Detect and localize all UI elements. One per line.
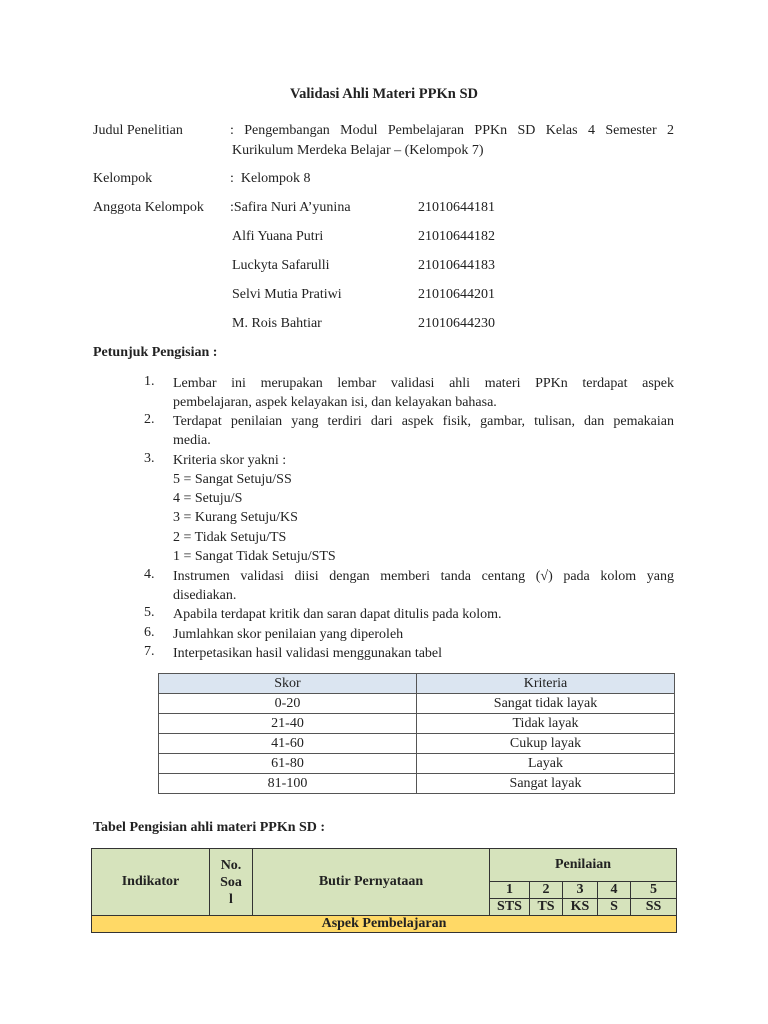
instruction-text: Apabila terdapat kritik dan saran dapat ditulis pada kolom. <box>173 607 502 622</box>
score-code: SS <box>631 899 677 916</box>
member-nim: 21010644183 <box>418 258 495 273</box>
table-cell: Sangat tidak layak <box>417 694 675 714</box>
document-title: Validasi Ahli Materi PPKn SD <box>290 86 478 102</box>
butir-header: Butir Pernyataan <box>253 849 490 916</box>
petunjuk-heading: Petunjuk Pengisian : <box>93 345 218 360</box>
score-code: TS <box>530 899 563 916</box>
member-nim: 21010644201 <box>418 287 495 302</box>
judul-value-line2: Kurikulum Merdeka Belajar – (Kelompok 7) <box>232 143 484 158</box>
table-row <box>159 694 675 714</box>
score-number: 4 <box>598 882 631 899</box>
instruction-text: disediakan. <box>173 588 237 603</box>
score-legend-item: 1 = Sangat Tidak Setuju/STS <box>173 549 336 564</box>
table-row <box>159 774 675 794</box>
list-number: 4. <box>144 567 155 582</box>
section-row <box>92 916 677 933</box>
table-header-row <box>92 849 677 882</box>
score-legend-item: 2 = Tidak Setuju/TS <box>173 530 287 545</box>
no-soal-label: Soa <box>220 874 242 890</box>
instruction-text: Jumlahkan skor penilaian yang diperoleh <box>173 627 404 642</box>
table-cell: 0-20 <box>159 694 417 714</box>
table-cell: Cukup layak <box>417 734 675 754</box>
judul-value-line1: : Pengembangan Modul Pembelajaran PPKn SD Kelas 4 Semester 2 <box>230 123 674 138</box>
no-soal-label: l <box>229 891 233 907</box>
score-legend-item: 3 = Kurang Setuju/KS <box>173 510 298 525</box>
score-code: STS <box>490 899 530 916</box>
score-code: S <box>598 899 631 916</box>
instruction-text: Lembar ini merupakan lembar validasi ahli materi PPKn terdapat aspek <box>173 376 674 391</box>
table-cell: Tidak layak <box>417 714 675 734</box>
member-nim: 21010644182 <box>418 229 495 244</box>
list-number: 1. <box>144 374 155 389</box>
member-name: Luckyta Safarulli <box>232 258 330 273</box>
score-code: KS <box>563 899 598 916</box>
score-legend-item: 4 = Setuju/S <box>173 491 243 506</box>
criteria-table <box>158 673 675 794</box>
column-header: Kriteria <box>417 674 675 694</box>
penilaian-header: Penilaian <box>490 849 677 882</box>
assessment-table <box>91 848 677 933</box>
kelompok-value: : Kelompok 8 <box>230 171 311 186</box>
table-cell: 21-40 <box>159 714 417 734</box>
score-number: 1 <box>490 882 530 899</box>
indikator-header: Indikator <box>92 849 210 916</box>
member-name: :Safira Nuri A’yunina <box>230 200 351 215</box>
list-number: 7. <box>144 644 155 659</box>
table-row <box>159 754 675 774</box>
member-nim: 21010644230 <box>418 316 495 331</box>
table-row <box>159 714 675 734</box>
member-name: M. Rois Bahtiar <box>232 316 322 331</box>
no-soal-label: No. <box>220 857 242 873</box>
anggota-label: Anggota Kelompok <box>93 200 204 215</box>
list-number: 6. <box>144 625 155 640</box>
column-header: Skor <box>159 674 417 694</box>
table-header-row <box>159 674 675 694</box>
kelompok-label: Kelompok <box>93 171 153 186</box>
table-row <box>159 734 675 754</box>
table-cell: 41-60 <box>159 734 417 754</box>
instruction-text: Kriteria skor yakni : <box>173 453 287 468</box>
instruction-text: pembelajaran, aspek kelayakan isi, dan kelayakan bahasa. <box>173 395 497 410</box>
list-number: 5. <box>144 605 155 620</box>
no-soal-header <box>210 849 253 916</box>
list-number: 2. <box>144 412 155 427</box>
member-name: Alfi Yuana Putri <box>232 229 324 244</box>
member-name: Selvi Mutia Pratiwi <box>232 287 342 302</box>
table-cell: Layak <box>417 754 675 774</box>
score-number: 2 <box>530 882 563 899</box>
instruction-text: Terdapat penilaian yang terdiri dari aspek fisik, gambar, tulisan, dan pemakaian <box>173 414 674 429</box>
score-number: 5 <box>631 882 677 899</box>
table-cell: Sangat layak <box>417 774 675 794</box>
judul-label: Judul Penelitian <box>93 123 183 138</box>
instruction-text: Interpetasikan hasil validasi menggunakan tabel <box>173 646 443 661</box>
list-number: 3. <box>144 451 155 466</box>
score-number: 3 <box>563 882 598 899</box>
table-cell: 81-100 <box>159 774 417 794</box>
section-header: Aspek Pembelajaran <box>92 916 677 933</box>
instruction-text: Instrumen validasi diisi dengan memberi tanda centang (√) pada kolom yang <box>173 569 674 584</box>
instruction-text: media. <box>173 433 211 448</box>
fill-table-heading: Tabel Pengisian ahli materi PPKn SD : <box>93 820 326 835</box>
score-legend-item: 5 = Sangat Setuju/SS <box>173 472 292 487</box>
table-cell: 61-80 <box>159 754 417 774</box>
member-nim: 21010644181 <box>418 200 495 215</box>
